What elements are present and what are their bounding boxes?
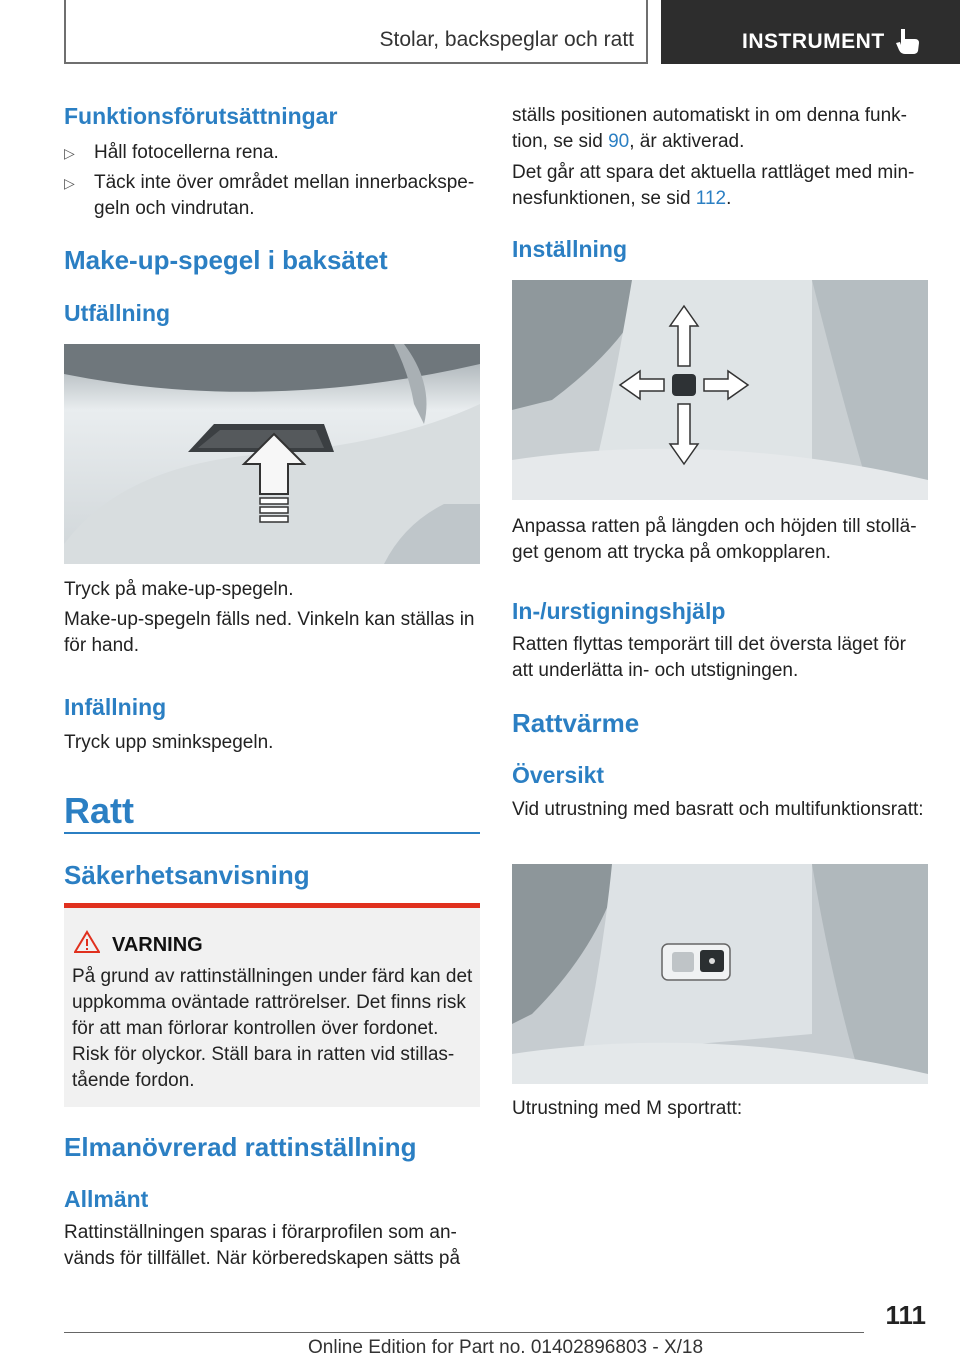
heading-rule [64, 832, 480, 834]
header-chapter-box [64, 0, 648, 64]
footer-rule [64, 1332, 864, 1333]
warning-triangle-icon [74, 930, 100, 954]
paragraph: Make-up-spegeln fälls ned. Vinkeln kan ställas in för hand. [64, 609, 475, 656]
page-link[interactable]: 112 [695, 188, 727, 209]
paragraph: Vid utrustning med basratt och multifunktionsratt: [512, 799, 924, 820]
paragraph: Anpassa ratten på längden och höjden till stolläget genom att trycka på omkopplaren. [512, 516, 917, 563]
paragraph: Utrustning med M sportratt: [512, 1098, 743, 1119]
paragraph: Tryck upp sminkspegeln. [64, 732, 274, 753]
heading-makeup-spegel: Make-up-spegel i baksätet [64, 245, 388, 275]
steering-heating-image [512, 864, 928, 1084]
heading-infallning: Infällning [64, 694, 167, 720]
heading-funktionsforutsattningar: Funktionsförutsättningar [64, 103, 338, 129]
section-label: INSTRUMENT [742, 30, 885, 53]
page-link[interactable]: 90 [608, 131, 630, 152]
heading-sakerhetsanvisning: Säkerhetsanvisning [64, 860, 310, 890]
heading-installning: Inställning [512, 236, 627, 262]
paragraph: Det går att spara det aktuella rattläget med minnesfunktionen, se sid 112. [512, 162, 915, 209]
pointing-hand-icon [895, 27, 921, 55]
heading-rattvarme: Rattvärme [512, 708, 640, 738]
steering-adjust-image [512, 280, 928, 500]
footer-edition: Online Edition for Part no. 01402896803 - X/18 [308, 1337, 704, 1358]
triangle-bullet-icon: ▷ [64, 145, 75, 161]
makeup-mirror-image [64, 344, 480, 564]
heading-oversikt: Översikt [512, 762, 605, 788]
heading-utfallning: Utfällning [64, 300, 171, 326]
paragraph: ställs positionen automatiskt in om denna funktion, se sid 90, är aktiverad. [512, 105, 907, 152]
chapter-title: Stolar, backspeglar och ratt [379, 28, 634, 51]
paragraph: Tryck på make-up-spegeln. [64, 579, 294, 600]
heading-elmanovrerad: Elmanövrerad rattinställning [64, 1132, 417, 1162]
warning-text: På grund av rattinställningen under färd kan det uppkomma oväntade rattrörelser. Det finns risk för att man förlorar kontrollen över fordonet. Risk för olyckor. Ställ bara in ratten vid stillastående fordon. [72, 966, 473, 1091]
warning-title: VARNING [112, 934, 203, 956]
heading-ratt: Ratt [64, 790, 134, 831]
triangle-bullet-icon: ▷ [64, 175, 75, 191]
paragraph: Ratten flyttas temporärt till det översta läget för att underlätta in- och utstigningen. [512, 634, 906, 681]
page-number: 111 [885, 1300, 926, 1330]
warning-box [64, 903, 480, 1107]
heading-allmant: Allmänt [64, 1186, 149, 1212]
paragraph: Rattinställningen sparas i förarprofilen som används för tillfället. När körberedskapen sätts på [64, 1222, 461, 1269]
heading-in-urstigningshjalp: In-/urstigningshjälp [512, 598, 726, 624]
header-section-box [661, 0, 960, 64]
